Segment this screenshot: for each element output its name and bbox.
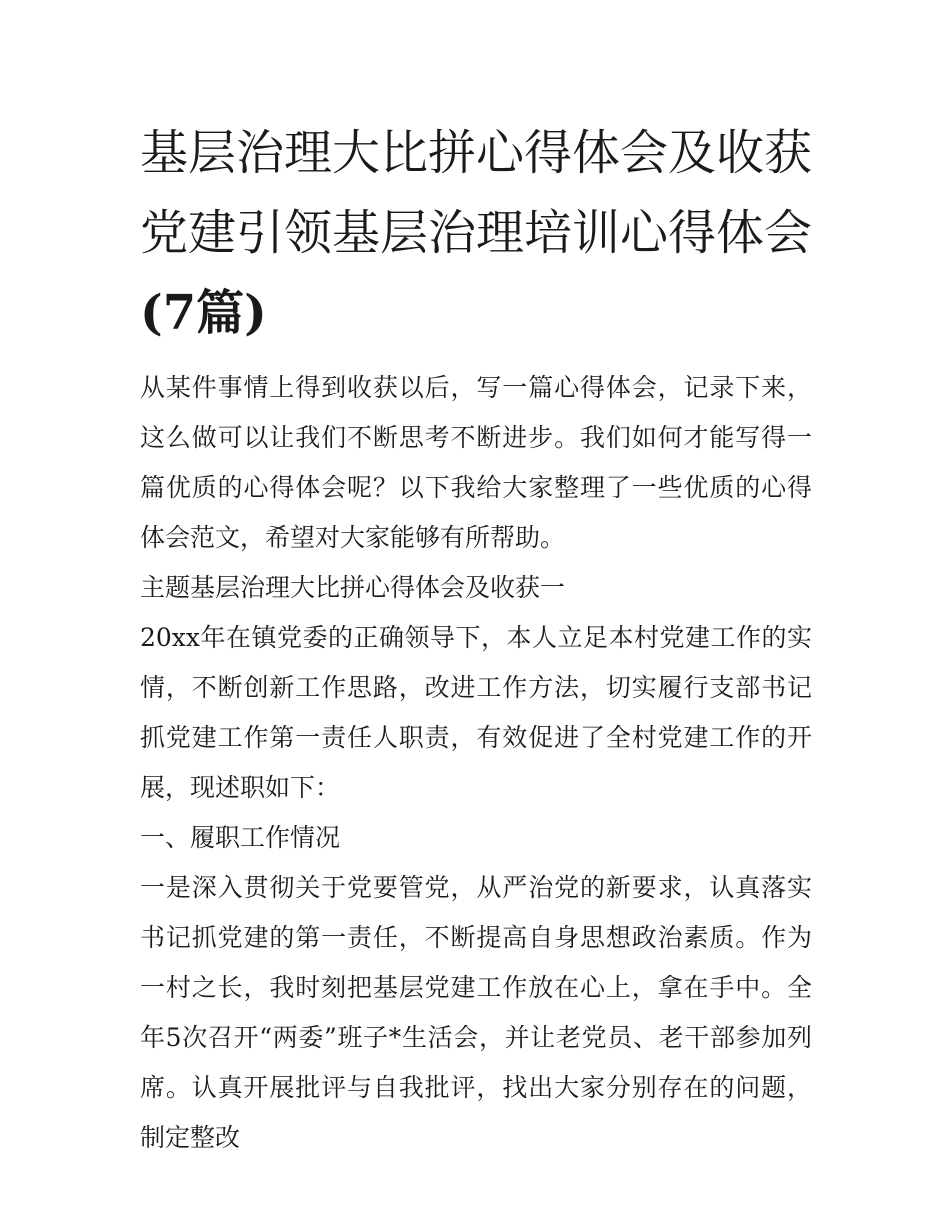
subsection-heading: 一、履职工作情况: [140, 823, 341, 852]
intro-paragraph: 从某件事情上得到收获以后，写一篇心得体会，记录下来，这么做可以让我们不断思考不断进步。我们如何才能写得一篇优质的心得体会呢？以下我给大家整理了一些优质的心得体会范文，希望对大家能够有所帮助。: [140, 373, 812, 552]
document-title: [140, 113, 812, 353]
section-heading: 主题基层治理大比拼心得体会及收获一: [140, 573, 566, 602]
title-main-text: 基层治理大比拼心得体会及收获 党建引领基层治理培训心得体会: [140, 125, 813, 261]
document-body: [140, 113, 812, 1163]
title-count-suffix: (7篇): [140, 285, 267, 341]
body-paragraph: 20xx年在镇党委的正确领导下，本人立足本村党建工作的实情，不断创新工作思路，改进工作方法，切实履行支部书记抓党建工作第一责任人职责，有效促进了全村党建工作的开展，现述职如下：: [140, 623, 812, 802]
body-paragraph: 一是深入贯彻关于党要管党，从严治党的新要求，认真落实书记抓党建的第一责任，不断提高自身思想政治素质。作为一村之长，我时刻把基层党建工作放在心上，拿在手中。全年5次召开“两委”班子*生活会，并让老党员、老干部参加列席。认真开展批评与自我批评，找出大家分别存在的问题，制定整改: [140, 873, 812, 1152]
